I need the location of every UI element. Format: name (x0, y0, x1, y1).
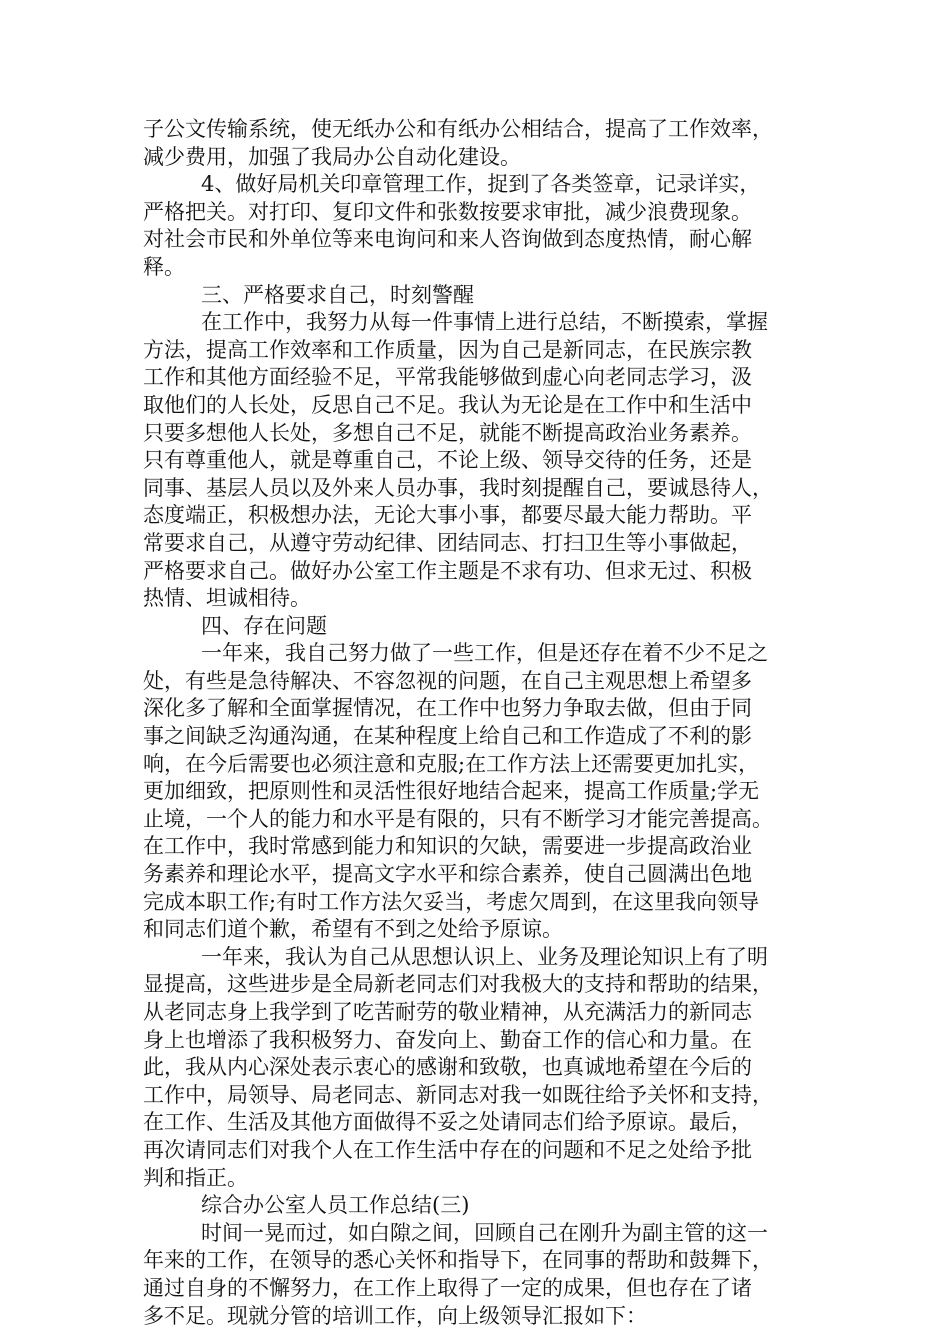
text-line: 事之间缺乏沟通沟通，在某种程度上给自己和工作造成了不利的影 (143, 724, 752, 749)
text-line: 热情、坦诚相待。 (143, 586, 311, 611)
text-line: 严格把关。对打印、复印文件和张数按要求审批，减少浪费现象。 (143, 199, 752, 224)
text-line: 完成本职工作;有时工作方法欠妥当，考虑欠周到，在这里我向领导 (143, 889, 760, 914)
text-line: 显提高，这些进步是全局新老同志们对我极大的支持和帮助的结果， (143, 972, 773, 997)
text-line: 再次请同志们对我个人在工作生活中存在的问题和不足之处给予批 (143, 1137, 752, 1162)
text-line: 减少费用，加强了我局办公自动化建设。 (143, 144, 521, 169)
text-line: 判和指正。 (143, 1165, 248, 1190)
document-body (143, 116, 813, 1330)
text-line: 一年来，我自己努力做了一些工作，但是还存在着不少不足之 (201, 641, 768, 666)
text-line: 同事、基层人员以及外来人员办事，我时刻提醒自己，要诚恳待人， (143, 475, 773, 500)
text-line: 工作和其他方面经验不足，平常我能够做到虚心向老同志学习，汲 (143, 365, 752, 390)
text-line: 此，我从内心深处表示衷心的感谢和致敬，也真诚地希望在今后的 (143, 1055, 752, 1080)
text-line: 态度端正，积极想办法，无论大事小事，都要尽最大能力帮助。平 (143, 503, 752, 528)
text-line: 务素养和理论水平，提高文字水平和综合素养，使自己圆满出色地 (143, 862, 752, 887)
text-line: 更加细致，把原则性和灵活性很好地结合起来，提高工作质量;学无 (143, 779, 760, 804)
text-line: 时间一晃而过，如白隙之间，回顾自己在刚升为副主管的这一 (201, 1220, 768, 1245)
text-line: 只要多想他人长处，多想自己不足，就能不断提高政治业务素养。 (143, 420, 752, 445)
text-line: 综合办公室人员工作总结(三) (201, 1193, 470, 1218)
text-line: 三、严格要求自己，时刻警醒 (201, 282, 474, 307)
text-line: 子公文传输系统，使无纸办公和有纸办公相结合，提高了工作效率， (143, 117, 773, 141)
text-line: 处，有些是急待解决、不容忽视的问题，在自己主观思想上希望多 (143, 668, 752, 693)
text-line: 四、存在问题 (201, 613, 327, 638)
text-line: 多不足。现就分管的培训工作，向上级领导汇报如下： (143, 1303, 647, 1328)
text-line: 取他们的人长处，反思自己不足。我认为无论是在工作中和生活中 (143, 392, 752, 417)
text-line: 响，在今后需要也必须注意和克服;在工作方法上还需要更加扎实， (143, 751, 760, 776)
text-line: 在工作中，我努力从每一件事情上进行总结，不断摸索，掌握 (201, 310, 768, 335)
text-line: 方法，提高工作效率和工作质量，因为自己是新同志，在民族宗教 (143, 337, 752, 362)
text-line: 工作中，局领导、局老同志、新同志对我一如既往给予关怀和支持， (143, 1082, 773, 1107)
text-line: 只有尊重他人，就是尊重自己，不论上级、领导交待的任务，还是 (143, 448, 752, 473)
text-line: 常要求自己，从遵守劳动纪律、团结同志、打扫卫生等小事做起， (143, 530, 752, 555)
text-line: 对社会市民和外单位等来电询问和来人咨询做到态度热情，耐心解 (143, 227, 752, 252)
text-line: 严格要求自己。做好办公室工作主题是不求有功、但求无过、积极 (143, 558, 752, 583)
text-line: 在工作中，我时常感到能力和知识的欠缺，需要进一步提高政治业 (143, 834, 752, 859)
text-line: 在工作、生活及其他方面做得不妥之处请同志们给予原谅。最后， (143, 1110, 752, 1135)
text-line: 4、做好局机关印章管理工作，捉到了各类签章，记录详实， (201, 172, 761, 197)
text-line: 年来的工作，在领导的悉心关怀和指导下，在同事的帮助和鼓舞下， (143, 1248, 773, 1273)
text-line: 身上也增添了我积极努力、奋发向上、勤奋工作的信心和力量。在 (143, 1027, 752, 1052)
text-line: 止境，一个人的能力和水平是有限的，只有不断学习才能完善提高。 (143, 806, 773, 831)
text-line: 和同志们道个歉，希望有不到之处给予原谅。 (143, 917, 563, 942)
text-line: 通过自身的不懈努力，在工作上取得了一定的成果，但也存在了诸 (143, 1275, 752, 1300)
text-line: 从老同志身上我学到了吃苦耐劳的敬业精神，从充满活力的新同志 (143, 1000, 752, 1024)
text-line: 释。 (143, 254, 185, 279)
text-line: 深化多了解和全面掌握情况，在工作中也努力争取去做，但由于同 (143, 696, 752, 721)
text-line: 一年来，我认为自己从思想认识上、业务及理论知识上有了明 (201, 944, 768, 969)
